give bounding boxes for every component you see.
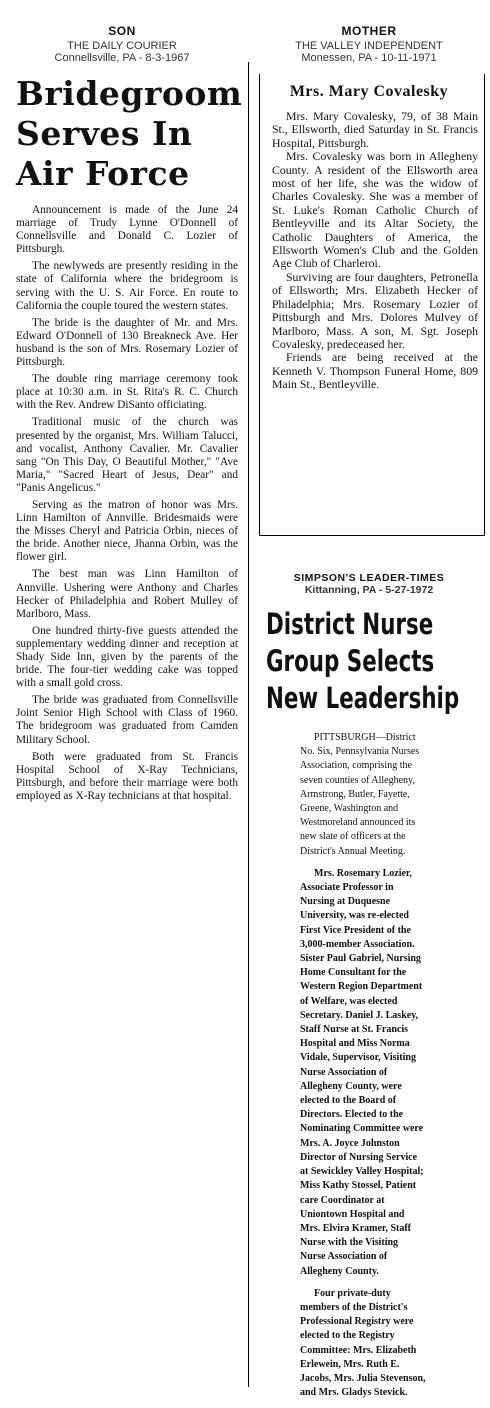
article-paragraph: The bride is the daughter of Mr. and Mrs. Edward O'Donnell of 130 Breakneck Ave. Her husband is the son of Mrs. Rosemary Lozier of Pittsburgh. xyxy=(16,316,238,369)
son-column xyxy=(0,0,244,807)
mother-paper-name: THE VALLEY INDEPENDENT xyxy=(295,40,443,52)
mother-place-date: Monessen, PA - 10-11-1971 xyxy=(301,52,437,64)
column-divider xyxy=(248,62,249,1387)
son-place-date: Connellsville, PA - 8-3-1967 xyxy=(54,52,190,64)
nurse-headline-line: District Nurse xyxy=(266,607,434,641)
article-paragraph: Mrs. Mary Covalesky, 79, of 38 Main St., Ellsworth, died Saturday in St. Francis Hospital, Pittsburgh. xyxy=(272,109,478,150)
nurse-article-body xyxy=(252,731,486,1400)
obituary-border xyxy=(259,74,485,536)
mother-headline: Mrs. Mary Covalesky xyxy=(289,83,449,100)
nurse-headline-line: New Leadership xyxy=(266,681,460,715)
article-paragraph: The best man was Linn Hamilton of Annville. Ushering were Anthony and Charles Hecker of Philadelphia and Robert Mulley of Marlboro, Mass. xyxy=(16,568,238,620)
nurse-headline xyxy=(266,606,460,717)
article-paragraph: Friends are being received at the Kenneth V. Thompson Funeral Home, 809 Main St., Bentleyville. xyxy=(272,350,478,392)
article-paragraph: One hundred thirty-five guests attended the supplementary wedding dinner and reception at Shady Side Inn, given by the parents of the bride. The four-tier wedding cake was topped with a small gold cross. xyxy=(16,624,238,690)
article-paragraph: The double ring marriage ceremony took place at 10:30 a.m. in St. Rita's R. C. Church with the Rev. Andrew DiSanto officiating. xyxy=(16,373,238,412)
son-article-body xyxy=(0,204,244,803)
article-paragraph: PITTSBURGH—District No. Six, Pennsylvania Nurses Association, comprising the seven counties of Allegheny, Armstrong, Butler, Fayette, Greene, Washington and Westmoreland announced its new slate of officers at the District's Annual Meeting. xyxy=(300,732,420,857)
son-headline-line: Air Force xyxy=(16,154,190,193)
article-paragraph: Serving as the matron of honor was Mrs. Linn Hamilton of Annville. Bridesmaids were the Misses Cheryl and Patricia Orbin, nieces of the bride. Another niece, Jhanna Orbin, was the flower girl. xyxy=(16,498,238,564)
son-paper-name: THE DAILY COURIER xyxy=(67,40,177,52)
nurse-headline-line: Group Selects xyxy=(266,644,435,678)
article-paragraph: Both were graduated from St. Francis Hospital School of X-Ray Technicians, Pittsburgh, and before their marriage were both employed as X-Ray technicians at that hospital. xyxy=(16,750,238,802)
article-paragraph: Traditional music of the church was presented by the organist, Mrs. William Talucci, and vocalist, Anthony Cavalier. Mr. Cavalier sang "On This Day, O Beautiful Mother," "Ave Maria," "Sacred Heart of Jesus, Dear" and "Panis Angelicus." xyxy=(16,416,238,494)
mother-label: MOTHER xyxy=(341,24,397,38)
article-paragraph: The newlyweds are presently residing in the state of California where the bridegroom is serving with the U. S. Air Force. En route to California the couple toured the western states. xyxy=(16,260,238,312)
nurse-place-date: Kittanning, PA - 5-27-1972 xyxy=(304,584,434,596)
son-headline-line: Serves In xyxy=(16,114,193,153)
article-paragraph: Mrs. Covalesky was born in Allegheny County. A resident of the Ellsworth area most of her life, she was the widow of Charles Covalesky. She was a member of St. Luke's Roman Catholic Church of Bentleyville and its Altar Society, the Catholic Daughters of America, the Ellsworth Women's Club and the Golden Age Club of Charleroi. xyxy=(272,149,478,271)
article-paragraph: Mrs. Rosemary Lozier, Associate Professor in Nursing at Duquesne University, was re-elected First Vice President of the 3,000-member Association. Sister Paul Gabriel, Nursing Home Consultant for the Western Region Department of Welfare, was elected Secretary. Daniel J. Laskey, Staff Nurse at St. Francis Hospital and Miss Norma Vidale, Supervisor, Visiting Nurse Association of Allegheny County, were elected to the Board of Directors. Elected to the Nominating Committee were Mrs. A. Joyce Johnston Director of Nursing Service at Sewickley Valley Hospital; Miss Kathy Stossel, Patient care Coordinator at Uniontown Hospital and Mrs. Elvira Kramer, Staff Nurse with the Visiting Nurse Association of Allegheny County. xyxy=(300,867,424,1277)
article-paragraph: Surviving are four daughters, Petronella of Ellsworth; Mrs. Elizabeth Hecker of Philadelphia; Mrs. Rosemary Lozier of Pittsburgh and Mrs. Dolores Mulvey of Marlboro, Mass. A son, M. Sgt. Joseph Covalesky, predeceased her. xyxy=(272,269,478,351)
article-paragraph: Four private-duty members of the District's Professional Registry were elected to the Registry Committee: Mrs. Elizabeth Erlewein, Mrs. Ruth E. Jacobs, Mrs. Julia Stevenson, and Mrs. Gladys Stevick. xyxy=(300,1287,426,1399)
nurse-paper-name: SIMPSON'S LEADER-TIMES xyxy=(293,572,445,584)
mother-column xyxy=(252,0,486,1399)
son-label: SON xyxy=(108,24,136,38)
article-paragraph: The bride was graduated from Connellsville Joint Senior High School with Class of 1960. The bridegroom was graduated from Camden Military School. xyxy=(16,694,238,746)
nurse-article xyxy=(252,572,486,1408)
article-paragraph: Announcement is made of the June 24 marriage of Trudy Lynne O'Donnell of Connellsville and Donald C. Lozier of Pittsburgh. xyxy=(16,204,238,256)
son-headline-line: Bridegroom xyxy=(16,74,243,113)
son-headline xyxy=(16,74,244,194)
